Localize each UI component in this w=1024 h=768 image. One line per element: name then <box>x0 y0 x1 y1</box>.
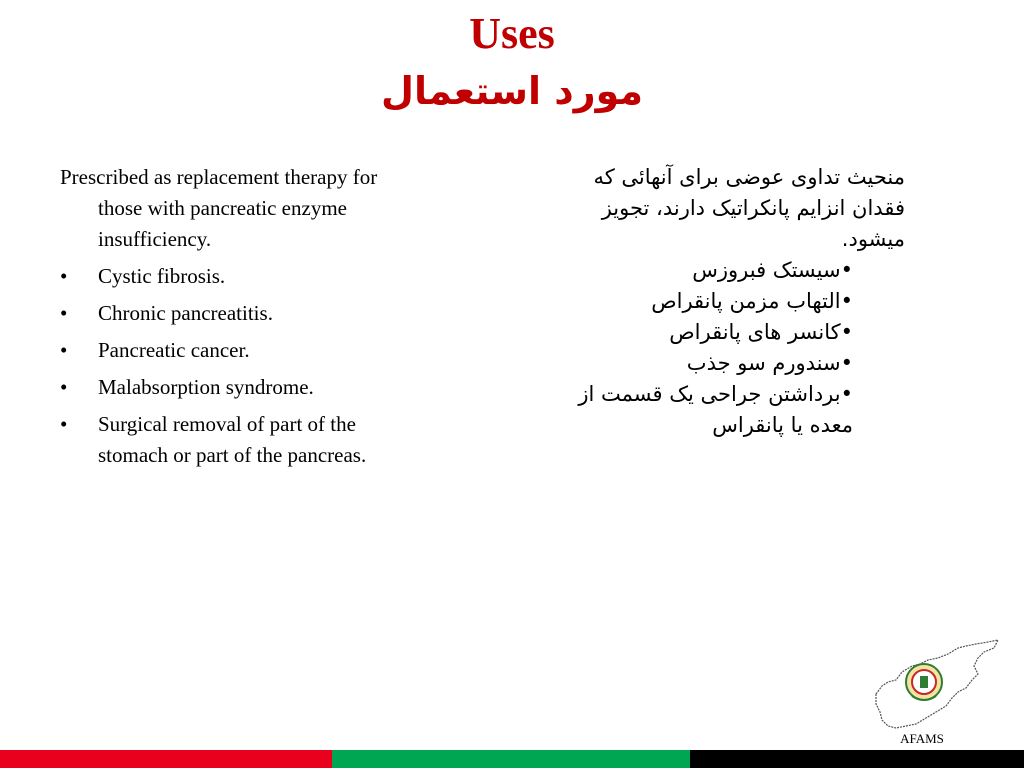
footer-stripe-green <box>332 750 690 768</box>
persian-list-item: •التهاب مزمن پانقراص <box>651 289 853 313</box>
bullet: • <box>60 301 68 325</box>
slide-title-persian: مورد استعمال <box>380 69 644 113</box>
footer-stripe-red <box>0 750 332 768</box>
english-intro: Prescribed as replacement therapy for those with pancreatic enzyme insufficiency. <box>60 165 378 251</box>
english-content <box>60 162 390 477</box>
persian-content <box>560 162 905 441</box>
bullet: • <box>60 264 68 288</box>
list-item <box>60 335 390 366</box>
slide-title-english: Uses <box>469 9 555 58</box>
persian-list-item: •سیستک فبروزس <box>692 258 853 282</box>
persian-list-item: •کانسر های پانقراص <box>669 320 853 344</box>
list-item <box>60 372 390 403</box>
list-item-text: Chronic pancreatitis. <box>98 301 273 325</box>
persian-list-item: •برداشتن جراحی یک قسمت از معده یا پانقراس <box>578 382 853 437</box>
list-item <box>60 298 390 329</box>
org-label: AFAMS <box>900 731 944 746</box>
english-bullet-list <box>60 261 390 471</box>
bullet: • <box>60 412 68 436</box>
list-item <box>60 261 390 292</box>
list-item-text: Malabsorption syndrome. <box>98 375 314 399</box>
persian-bullet-list <box>560 255 853 441</box>
bullet: • <box>60 375 68 399</box>
list-item-text: Surgical removal of part of the stomach or part of the pancreas. <box>98 412 367 467</box>
footer-stripe-black <box>690 750 1024 768</box>
persian-list-item: •سندورم سو جذب <box>686 351 853 375</box>
persian-intro: منحیث تداوی عوضی برای آنهائی که فقدان انزایم پانکراتیک دارند، تجویز میشود. <box>593 165 905 251</box>
bullet: • <box>60 338 68 362</box>
list-item <box>60 409 390 471</box>
afghanistan-map-emblem-icon <box>866 636 1004 736</box>
list-item-text: Pancreatic cancer. <box>98 338 250 362</box>
list-item-text: Cystic fibrosis. <box>98 264 226 288</box>
